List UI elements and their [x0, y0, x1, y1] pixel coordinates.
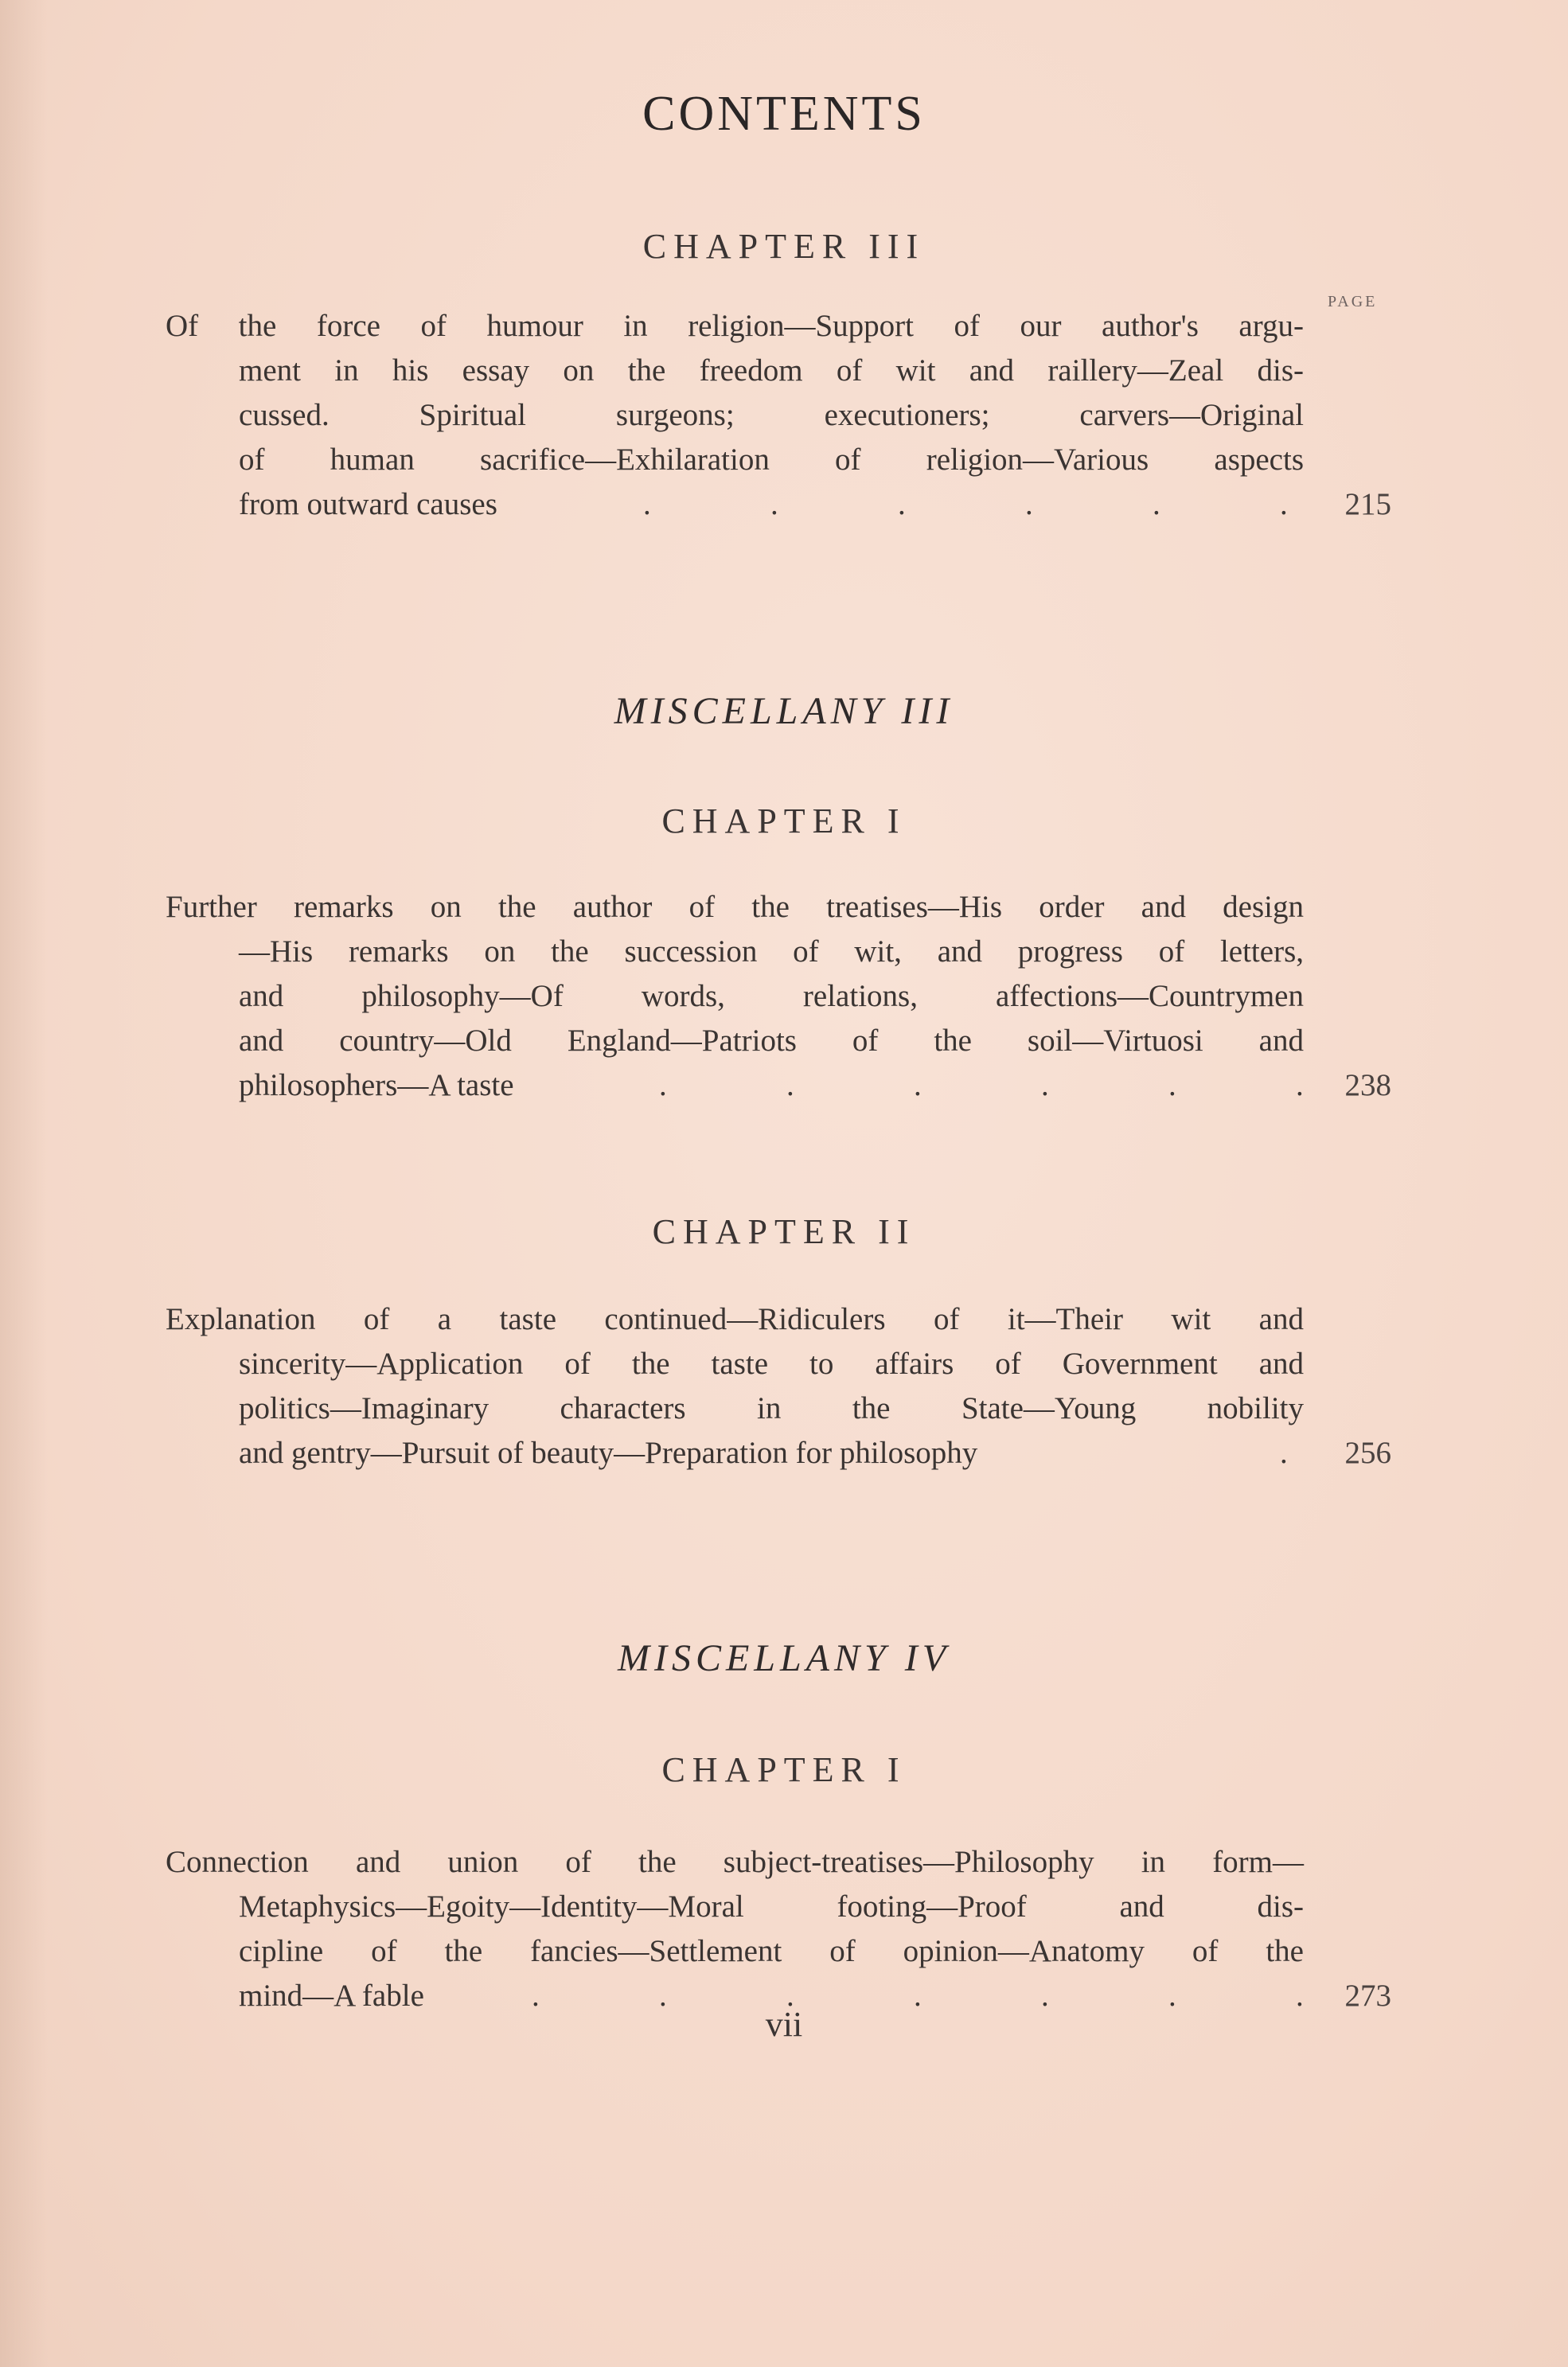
- entry-line: —His remarks on the succession of wit, and progress of letters,: [239, 934, 1304, 969]
- entry-line: ment in his essay on the freedom of wit and raillery—Zeal dis-: [239, 353, 1304, 388]
- page-number: 256: [1344, 1436, 1391, 1470]
- chapter-heading: CHAPTER II: [652, 1212, 916, 1251]
- dot-leader: . . . . . . .: [532, 1979, 1304, 2013]
- entry-line: philosophers—A taste: [239, 1068, 514, 1102]
- page-number: 273: [1344, 1979, 1391, 2013]
- page-number: 215: [1344, 487, 1391, 521]
- page-title: CONTENTS: [642, 87, 926, 141]
- entry-line: from outward causes: [239, 487, 497, 521]
- page-column-label: PAGE: [1328, 293, 1378, 310]
- entry-line: of human sacrifice—Exhilaration of religion—Various aspects: [239, 443, 1304, 477]
- dot-leader: . . . . . .: [659, 1068, 1304, 1102]
- entry-line: cussed. Spiritual surgeons; executioners; carvers—Original: [239, 398, 1304, 432]
- entry-line: Metaphysics—Egoity—Identity—Moral footing—Proof and dis-: [239, 1889, 1304, 1924]
- toc-entry[interactable]: [166, 1840, 1391, 2018]
- miscellany-heading: MISCELLANY IV: [617, 1637, 951, 1679]
- entry-last-line: [166, 482, 1391, 527]
- entry-line: politics—Imaginary characters in the State—Young nobility: [239, 1391, 1304, 1425]
- page-folio: vii: [765, 2005, 803, 2044]
- entry-line: and gentry—Pursuit of beauty—Preparation for philosophy: [239, 1436, 978, 1470]
- entry-last-line: [166, 1431, 1391, 1476]
- chapter-heading: CHAPTER III: [642, 227, 926, 266]
- entry-line: sincerity—Application of the taste to affairs of Government and: [239, 1347, 1304, 1381]
- entry-line: Of the force of humour in religion—Support of our author's argu-: [166, 309, 1304, 343]
- page-number: 238: [1344, 1068, 1391, 1102]
- dot-leader: . . . . . .: [643, 487, 1288, 521]
- toc-entry[interactable]: [166, 304, 1391, 527]
- entry-line: Connection and union of the subject-treatises—Philosophy in form—: [166, 1845, 1304, 1879]
- entry-line: and philosophy—Of words, relations, affections—Countrymen: [239, 979, 1304, 1013]
- entry-last-line: [166, 1063, 1391, 1108]
- miscellany-heading: MISCELLANY III: [614, 690, 954, 732]
- entry-line: Explanation of a taste continued—Ridiculers of it—Their wit and: [166, 1302, 1304, 1336]
- dot-leader: .: [1280, 1436, 1288, 1470]
- toc-entry[interactable]: [166, 1297, 1391, 1476]
- chapter-heading: CHAPTER I: [661, 1750, 907, 1789]
- entry-line: mind—A fable: [239, 1979, 424, 2013]
- entry-line: Further remarks on the author of the treatises—His order and design: [166, 890, 1304, 924]
- entry-line: cipline of the fancies—Settlement of opinion—Anatomy of the: [239, 1934, 1304, 1968]
- toc-entry[interactable]: [166, 885, 1391, 1108]
- chapter-heading: CHAPTER I: [661, 801, 907, 840]
- entry-line: and country—Old England—Patriots of the soil—Virtuosi and: [239, 1024, 1304, 1058]
